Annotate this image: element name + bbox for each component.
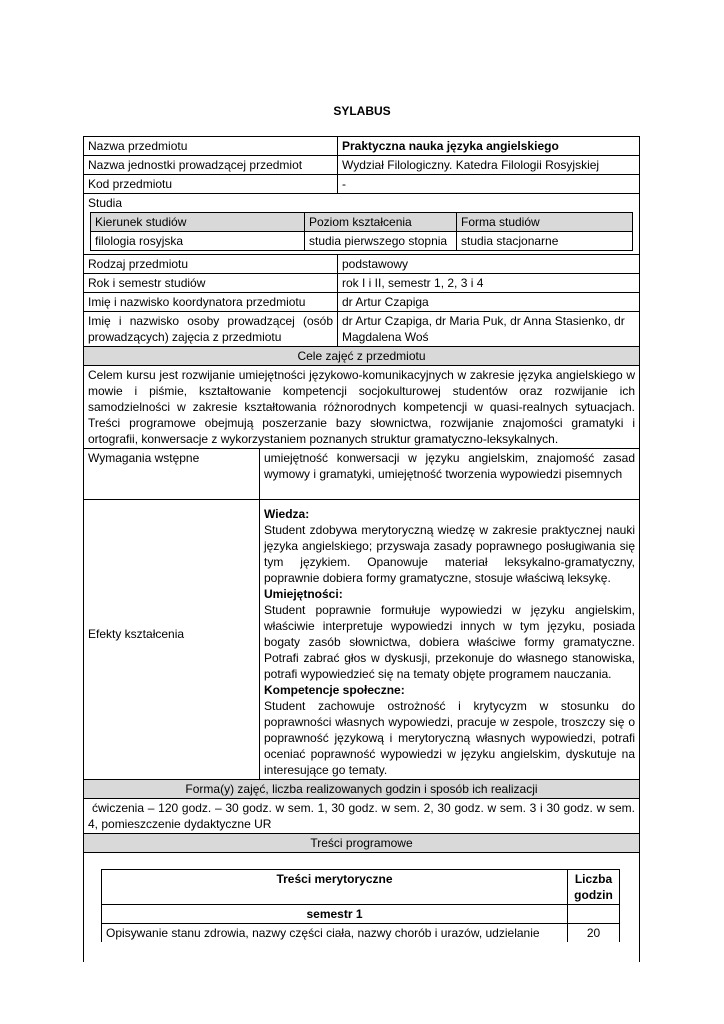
studia-header-row (91, 212, 632, 231)
row-tresci-header (83, 833, 640, 852)
header-forma: Forma studiów (461, 215, 540, 229)
formy-text: ćwiczenia – 120 godz. – 30 godz. w sem. 1, 30 godz. w sem. 2, 30 godz. w sem. 3 i 30 godz. w sem. 4, pomieszczenie dydaktyczne UR (88, 801, 635, 831)
tresci-semestr-hours (568, 905, 619, 923)
value-koordynator: dr Artur Czapiga (342, 295, 429, 309)
studia-subtable (90, 212, 633, 251)
label-efekty (84, 500, 260, 779)
tresci-row1-hours: 20 (586, 926, 601, 940)
efekty-wiedza-head: Wiedza: (264, 507, 310, 521)
formy-header: Forma(y) zajęć, liczba realizowanych godzin i sposób ich realizacji (185, 782, 538, 796)
tresci-semestr-label: semestr 1 (102, 905, 568, 923)
label-kod: Kod przedmiotu (84, 175, 338, 193)
row-wymagania (83, 448, 640, 499)
row-nazwa-przedmiotu (83, 136, 640, 155)
cele-header: Cele zajęć z przedmiotu (297, 349, 426, 363)
label-prowadzacy: Imię i nazwisko osoby prowadzącej (osób prowadzących) zajęcia z przedmiotu (84, 312, 338, 346)
tresci-row-1 (102, 923, 619, 942)
tresci-header: Treści programowe (310, 836, 413, 850)
tresci-semestr-row (102, 904, 619, 923)
efekty-kompetencje-head: Kompetencje społeczne: (264, 683, 405, 697)
label-rok: Rok i semestr studiów (84, 274, 338, 292)
row-efekty (83, 499, 640, 779)
label-rodzaj: Rodzaj przedmiotu (84, 255, 338, 273)
label-koordynator: Imię i nazwisko koordynatora przedmiotu (84, 293, 338, 311)
syllabus-table (83, 136, 640, 962)
value-poziom: studia pierwszego stopnia (305, 232, 457, 250)
value-rok: rok I i II, semestr 1, 2, 3 i 4 (342, 276, 484, 290)
label-wymagania: Wymagania wstępne (84, 449, 260, 499)
tresci-subtable (101, 869, 620, 942)
row-jednostka (83, 155, 640, 174)
label-nazwa-przedmiotu: Nazwa przedmiotu (84, 137, 338, 155)
row-formy-header (83, 779, 640, 798)
efekty-wiedza-text: Student zdobywa merytoryczną wiedzę w zakresie praktycznej nauki języka angielskiego; przyswaja zasady poprawnego posługiwania się tym językiem. Opanowuje materiał leksykalno-gramatyczny, poprawnie dobiera formy gramatyczne, stosuje właściwą leksykę. (264, 523, 635, 585)
row-cele-text (83, 365, 640, 448)
cele-text: Celem kursu jest rozwijanie umiejętności językowo-komunikacyjnych w zakresie języka angielskiego w mowie i piśmie, kształtowanie kompetencji socjokulturowej studentów oraz rozwijanie ich samodzielności w zakresie kształtowania różnorodnych kompetencji w quasi-realnych sytuacjach. Treści programowe obejmują poszerzanie bazy słownictwa, rozwijanie znajomości gramatyki i ortografii, konwersacje z wykorzystaniem poznanych struktur gramatyczno-leksykalnych. (88, 368, 635, 446)
tresci-col2-header: Liczba godzin (574, 872, 613, 902)
efekty-kompetencje-text: Student zachowuje ostrożność i krytycyzm w stosunku do poprawności własnych wypowiedzi, pracuje w zespole, troszczy się o poprawność językową i merytoryczną własnych wypowiedzi, potrafi oceniać poprawność wypowiedzi w języku angielskim, dyskutuje na interesujące go tematy. (264, 699, 635, 777)
value-wymagania: umiejętność konwersacji w języku angielskim, znajomość zasad wymowy i gramatyki, umiejętność tworzenia wypowiedzi pisemnych (264, 451, 635, 481)
header-kierunek: Kierunek studiów (91, 213, 305, 231)
value-kod: - (342, 177, 346, 191)
document-title: SYLABUS (333, 104, 391, 118)
row-prowadzacy (83, 311, 640, 346)
tresci-col1-header: Treści merytoryczne (102, 870, 568, 904)
value-forma: studia stacjonarne (461, 234, 559, 248)
header-poziom: Poziom kształcenia (305, 213, 457, 231)
value-rodzaj: podstawowy (342, 257, 409, 271)
studia-value-row (91, 231, 632, 251)
row-formy-text (83, 798, 640, 833)
label-jednostka: Nazwa jednostki prowadzącej przedmiot (84, 156, 338, 174)
efekty-umiejetnosci-text: Student poprawnie formułuje wypowiedzi w języku angielskim, właściwie interpretuje wypowiedzi innych w tym języku, posiada bogaty zasób słownictwa, dobiera właściwe formy gramatyczne. Potrafi zabrać głos w dyskusji, przekonuje do własnego stanowiska, potrafi wypowiedzieć się na tematy objęte programem nauczania. (264, 603, 635, 681)
value-nazwa-przedmiotu: Praktyczna nauka języka angielskiego (342, 139, 559, 153)
row-studia (83, 193, 640, 254)
row-rok (83, 273, 640, 292)
row-rodzaj (83, 254, 640, 273)
row-cele-header (83, 346, 640, 365)
efekty-umiejetnosci-head: Umiejętności: (264, 587, 343, 601)
tresci-row1-text: Opisywanie stanu zdrowia, nazwy części ciała, nazwy chorób i urazów, udzielanie (102, 924, 568, 942)
row-kod (83, 174, 640, 193)
value-jednostka: Wydział Filologiczny. Katedra Filologii Rosyjskiej (342, 158, 600, 172)
efekty-label-text: Efekty kształcenia (88, 627, 185, 641)
row-koordynator (83, 292, 640, 311)
row-tresci-table (83, 852, 640, 962)
tresci-header-row (102, 869, 619, 904)
value-prowadzacy: dr Artur Czapiga, dr Maria Puk, dr Anna Stasienko, dr Magdalena Woś (342, 314, 625, 344)
value-kierunek: filologia rosyjska (91, 232, 305, 250)
efekty-content (260, 500, 639, 779)
label-studia: Studia (88, 196, 123, 210)
